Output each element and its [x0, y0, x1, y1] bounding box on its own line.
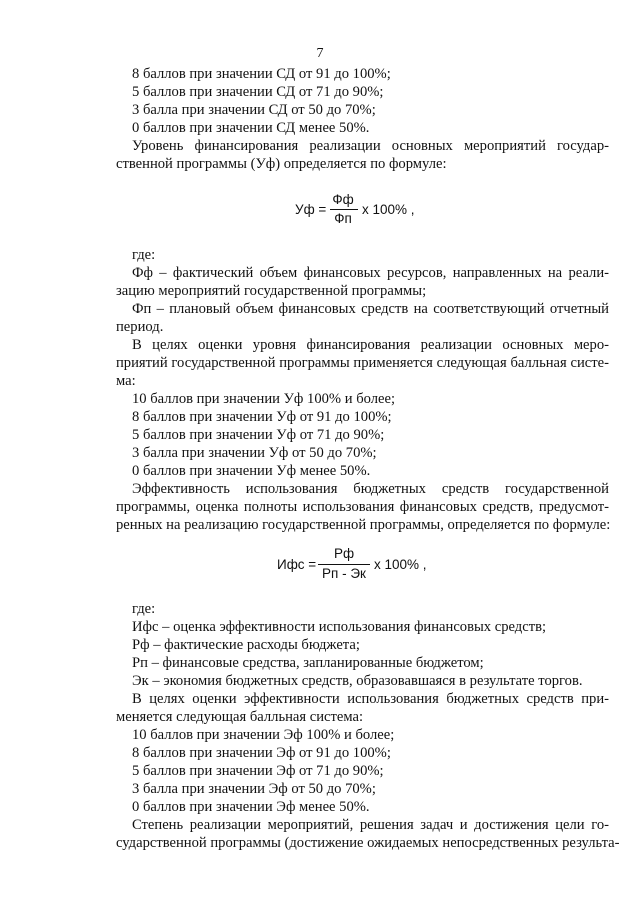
paragraph-line: Эффективность использования бюджетных средств государственной: [132, 481, 609, 497]
score-line: 5 баллов при значении СД от 71 до 90%;: [132, 84, 384, 100]
definition-line: Эк – экономия бюджетных средств, образовавшаяся в результате торгов.: [132, 673, 583, 689]
formula-denominator: Рп - Эк: [322, 566, 366, 581]
page-number: 7: [316, 46, 324, 61]
score-line: 5 баллов при значении Эф от 71 до 90%;: [132, 763, 384, 779]
definition-line: Рф – фактические расходы бюджета;: [132, 637, 360, 653]
fraction-bar: [318, 564, 370, 565]
paragraph-line: ренных на реализацию государственной программы, определяется по формуле:: [116, 517, 611, 533]
formula-lhs: Ифс =: [277, 557, 317, 572]
definition-line: Фф – фактический объем финансовых ресурсов, направленных на реали-: [132, 265, 609, 281]
definition-line: период.: [116, 319, 164, 335]
score-line: 8 баллов при значении Эф от 91 до 100%;: [132, 745, 391, 761]
fraction-bar: [330, 209, 358, 210]
score-line: 3 балла при значении Уф от 50 до 70%;: [132, 445, 377, 461]
paragraph-line: программы, оценка полноты использования финансовых средств, предусмот-: [116, 499, 609, 515]
paragraph-line: В целях оценки эффективности использования бюджетных средств при-: [132, 691, 609, 707]
definition-line: Фп – плановый объем финансовых средств на соответствующий отчетный: [132, 301, 609, 317]
formula-lhs: Уф =: [295, 202, 327, 217]
score-line: 10 баллов при значении Эф 100% и более;: [132, 727, 395, 743]
score-line: 3 балла при значении СД от 50 до 70%;: [132, 102, 376, 118]
definition-line: Ифс – оценка эффективности использования финансовых средств;: [132, 619, 547, 635]
score-line: 8 баллов при значении СД от 91 до 100%;: [132, 66, 391, 82]
paragraph-line: В целях оценки уровня финансирования реализации основных меро-: [132, 337, 609, 353]
definition-line: Рп – финансовые средства, запланированные бюджетом;: [132, 655, 484, 671]
paragraph-line: Уровень финансирования реализации основных мероприятий государ-: [132, 138, 609, 154]
score-line: 0 баллов при значении СД менее 50%.: [132, 120, 370, 136]
paragraph-line: сударственной программы (достижение ожидаемых непосредственных результа-: [116, 835, 620, 851]
score-line: 3 балла при значении Эф от 50 до 70%;: [132, 781, 376, 797]
where-label: где:: [132, 601, 156, 617]
where-label: где:: [132, 247, 156, 263]
score-line: 0 баллов при значении Уф менее 50%.: [132, 463, 371, 479]
definition-line: зацию мероприятий государственной программы;: [116, 283, 427, 299]
score-line: 8 баллов при значении Уф от 91 до 100%;: [132, 409, 392, 425]
paragraph-line: ственной программы (Уф) определяется по формуле:: [116, 156, 447, 172]
paragraph-line: приятий государственной программы применяется следующая балльная систе-: [116, 355, 609, 371]
formula-numerator: Рф: [333, 546, 355, 561]
score-line: 0 баллов при значении Эф менее 50%.: [132, 799, 370, 815]
formula-rhs: x 100% ,: [374, 557, 427, 572]
paragraph-line: ма:: [116, 373, 136, 389]
paragraph-line: Степень реализации мероприятий, решения задач и достижения цели го-: [132, 817, 609, 833]
score-line: 5 баллов при значении Уф от 71 до 90%;: [132, 427, 385, 443]
formula-rhs: x 100% ,: [362, 202, 415, 217]
paragraph-line: меняется следующая балльная система:: [116, 709, 364, 725]
score-line: 10 баллов при значении Уф 100% и более;: [132, 391, 396, 407]
formula-denominator: Фп: [334, 211, 352, 226]
formula-numerator: Фф: [332, 192, 354, 207]
